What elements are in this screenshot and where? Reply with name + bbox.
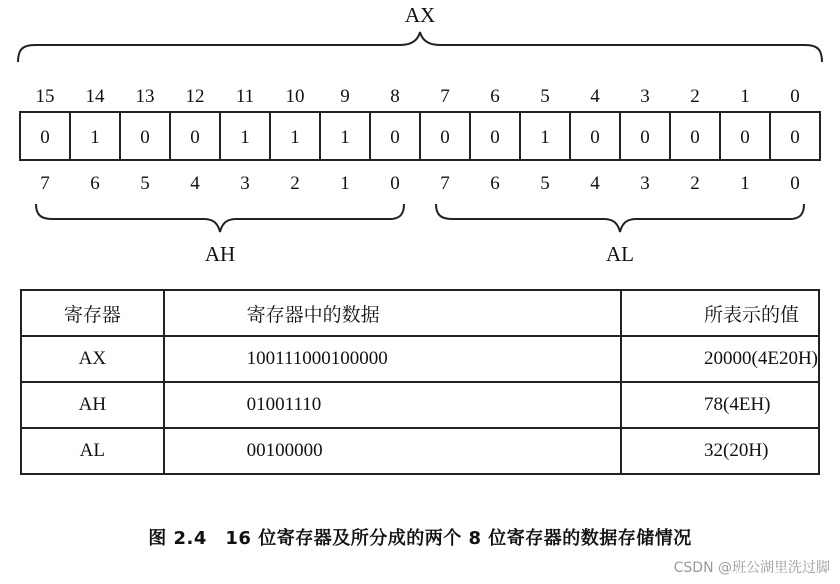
bit-value: 0 [390,127,400,148]
bit-position-top: 3 [640,86,650,107]
bit-value: 1 [290,127,300,148]
table-header-row [21,290,819,336]
header-register: 寄存器 [21,290,164,336]
bit-position-top: 4 [590,86,600,107]
al-brace [436,204,804,232]
bit-position-bottom: 2 [690,173,700,194]
row-data: 01001110 [164,382,621,428]
bit-position-top: 5 [540,86,550,107]
bit-position-top: 1 [740,86,750,107]
bit-position-top: 12 [185,86,205,107]
bit-value: 1 [540,127,550,148]
bit-value: 0 [690,127,700,148]
watermark: CSDN @班公湖里洗过脚 [673,560,830,576]
bit-position-top: 0 [790,86,800,107]
header-value: 所表示的值 [621,290,819,336]
bit-position-row-top [36,86,800,107]
ax-brace [18,32,822,62]
ah-label: AH [204,242,236,266]
al-label: AL [606,242,634,266]
bit-value: 0 [590,127,600,148]
bit-value: 0 [740,127,750,148]
bit-value: 0 [640,127,650,148]
row-register: AH [21,382,164,428]
figure-caption: 图 2.4 16 位寄存器及所分成的两个 8 位寄存器的数据存储情况 [148,528,692,549]
table-row [21,382,819,428]
bit-position-top: 9 [340,86,350,107]
header-data: 寄存器中的数据 [164,290,621,336]
bit-position-row-bottom [40,173,800,194]
bit-position-bottom: 0 [790,173,800,194]
bit-position-bottom: 2 [290,173,300,194]
ax-label: AX [404,3,436,27]
bit-position-bottom: 5 [140,173,150,194]
bit-value: 1 [340,127,350,148]
bit-position-bottom: 4 [190,173,200,194]
bit-value: 0 [790,127,800,148]
bit-position-bottom: 3 [240,173,250,194]
bit-cell-row [20,112,820,160]
row-value: 32(20H) [621,428,819,474]
bit-position-top: 8 [390,86,400,107]
bit-value: 0 [40,127,50,148]
table-row [21,428,819,474]
row-value: 20000(4E20H) [621,336,819,382]
register-diagram [0,0,840,285]
row-value: 78(4EH) [621,382,819,428]
ah-brace [36,204,404,232]
row-register: AL [21,428,164,474]
bit-position-top: 2 [690,86,700,107]
bit-position-bottom: 6 [490,173,500,194]
bit-value: 0 [490,127,500,148]
row-data: 100111000100000 [164,336,621,382]
bit-position-top: 10 [285,86,305,107]
bit-position-top: 7 [440,86,450,107]
bit-position-bottom: 7 [440,173,450,194]
bit-position-bottom: 1 [740,173,750,194]
bit-value: 0 [440,127,450,148]
bit-position-top: 6 [490,86,500,107]
bit-position-bottom: 6 [90,173,100,194]
table-row [21,336,819,382]
bit-position-top: 11 [235,86,255,107]
bit-position-bottom: 1 [340,173,350,194]
bit-value: 1 [240,127,250,148]
bit-position-top: 14 [85,86,105,107]
bit-position-bottom: 5 [540,173,550,194]
bit-position-bottom: 7 [40,173,50,194]
bit-position-top: 13 [135,86,155,107]
row-data: 00100000 [164,428,621,474]
bit-position-bottom: 3 [640,173,650,194]
bit-value: 1 [90,127,100,148]
bit-position-bottom: 4 [590,173,600,194]
bit-position-top: 15 [35,86,55,107]
bit-position-bottom: 0 [390,173,400,194]
bit-value: 0 [190,127,200,148]
bit-value: 0 [140,127,150,148]
row-register: AX [21,336,164,382]
register-data-table [20,289,820,475]
